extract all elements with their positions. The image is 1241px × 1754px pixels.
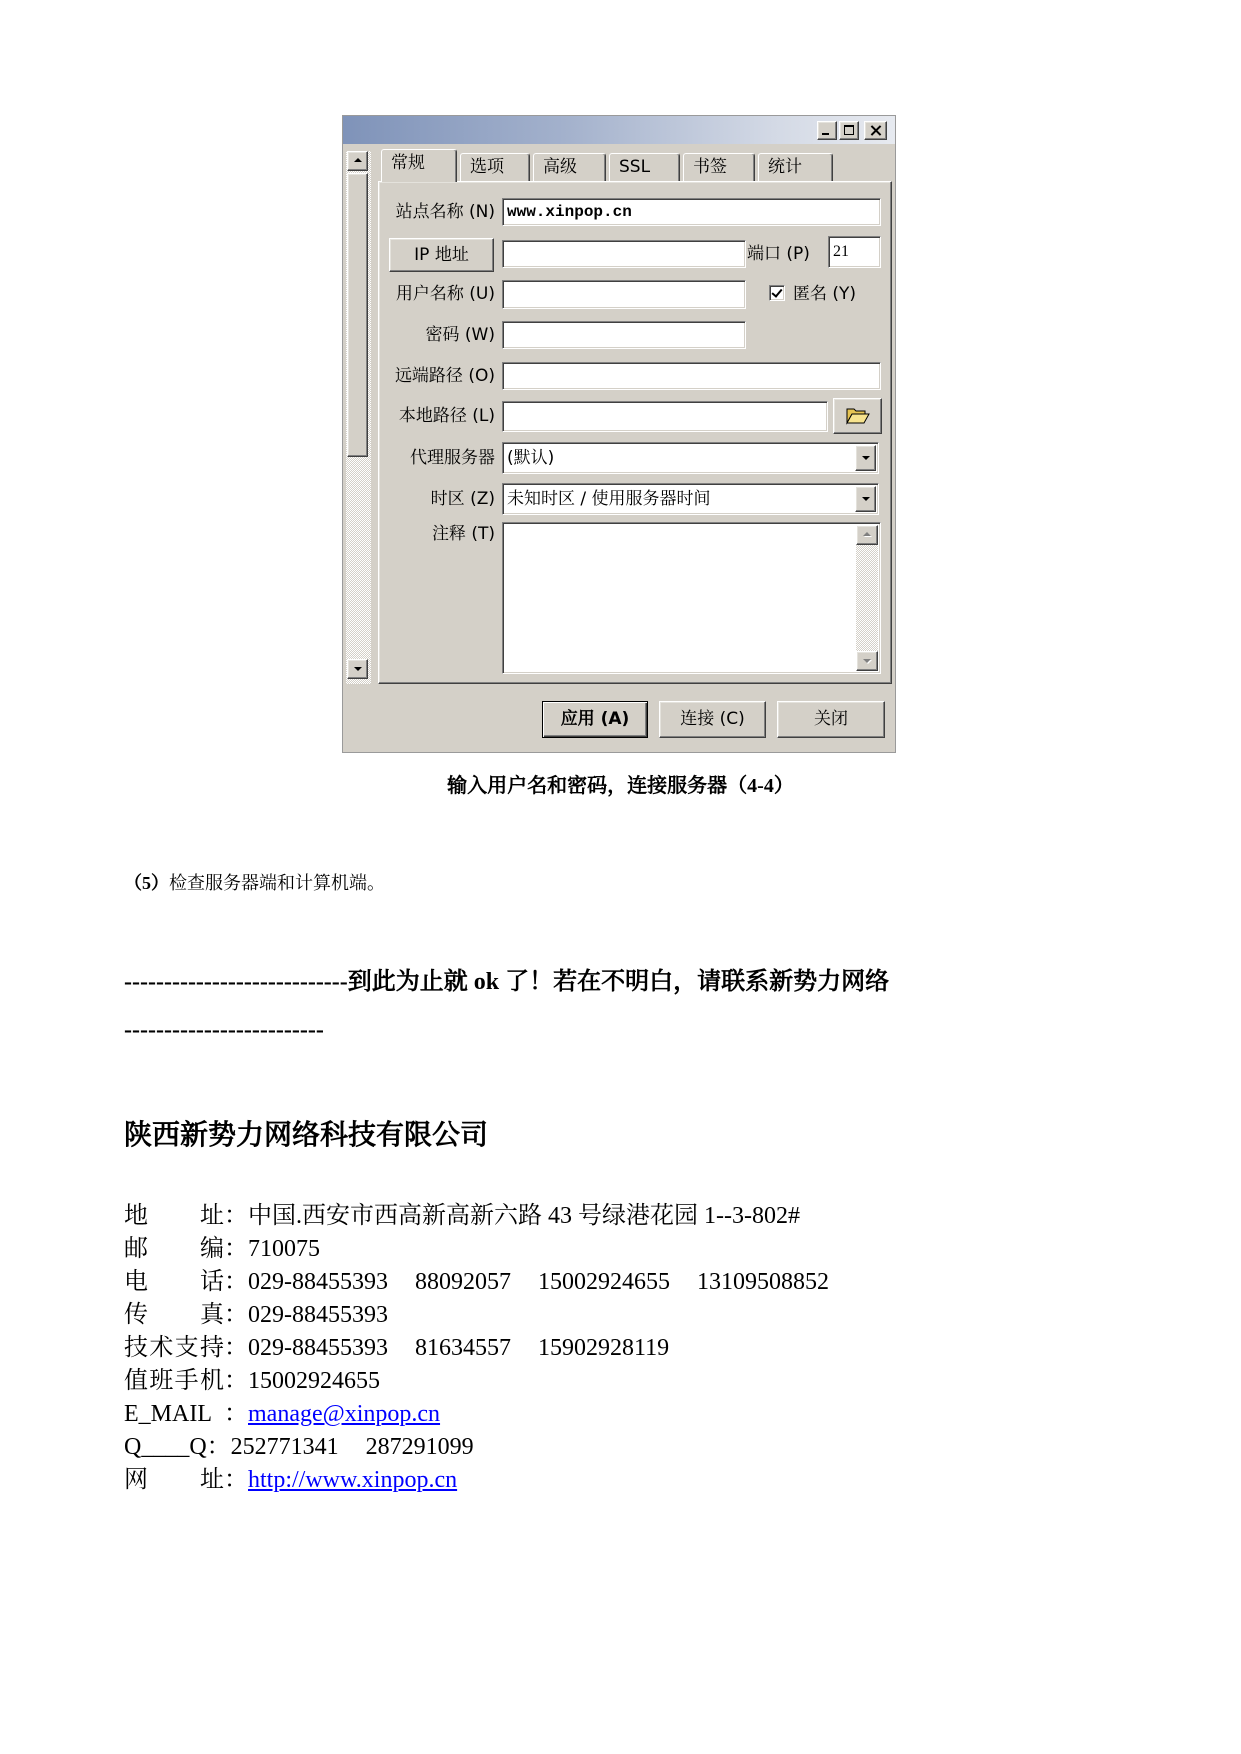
fax-label: 传真 [124, 1302, 224, 1328]
fax-value: 029-88455393 [248, 1302, 388, 1328]
arrow-up-icon [863, 532, 871, 536]
username-label: 用户名称 (U) [395, 284, 495, 304]
ip-address-input[interactable] [502, 240, 746, 268]
closing-line-1: ----------------------------到此为止就 ok 了！若在不明白，请联系新势力网络 [124, 969, 890, 995]
timezone-label: 时区 (Z) [430, 489, 495, 509]
port-input[interactable] [828, 236, 881, 268]
close-window-button[interactable] [864, 121, 887, 140]
remote-path-label: 远端路径 (O) [394, 366, 495, 386]
label-colon: ： [224, 1236, 248, 1262]
comment-label: 注释 (T) [431, 524, 495, 544]
ip-address-button[interactable]: IP 地址 [389, 238, 494, 272]
chevron-down-icon [862, 456, 870, 460]
label-colon: ： [206, 1434, 231, 1460]
qq-label: Q____Q [124, 1434, 207, 1460]
postcode-value: 710075 [248, 1236, 320, 1262]
comment-scroll-up-button[interactable] [856, 525, 878, 545]
website-row [124, 1464, 856, 1497]
phone-row [124, 1266, 856, 1299]
scroll-thumb[interactable] [347, 173, 368, 457]
password-label: 密码 (W) [425, 325, 495, 345]
phone-label: 电话 [124, 1269, 224, 1295]
comment-textarea[interactable] [502, 522, 881, 674]
site-list-scrollbar[interactable] [346, 151, 371, 684]
address-value: 中国.西安市西高新高新六路 43 号绿港花园 1--3-802# [248, 1203, 800, 1229]
timezone-select[interactable] [502, 483, 879, 515]
tab-advanced[interactable]: 高级 [533, 153, 606, 181]
comment-scrollbar[interactable] [856, 525, 878, 671]
site-properties-dialog [342, 115, 896, 753]
proxy-select-value: (默认) [507, 448, 555, 468]
figure-caption: 输入用户名和密码，连接服务器（4-4） [447, 775, 794, 797]
timezone-dropdown-button[interactable] [855, 486, 876, 512]
closing-line-2: ------------------------- [124, 1017, 324, 1043]
browse-folder-button[interactable] [833, 398, 882, 434]
scroll-up-button[interactable] [347, 151, 368, 171]
label-colon: ： [224, 1467, 248, 1493]
maximize-icon [844, 125, 854, 135]
label-colon: ： [224, 1203, 248, 1229]
proxy-dropdown-button[interactable] [855, 445, 876, 471]
website-link[interactable]: http://www.xinpop.cn [248, 1467, 458, 1493]
email-link[interactable]: manage@xinpop.cn [248, 1401, 441, 1427]
chevron-down-icon [862, 497, 870, 501]
label-colon: ： [224, 1335, 248, 1361]
comment-scroll-down-button[interactable] [856, 651, 878, 671]
tab-statistics[interactable]: 统计 [758, 153, 833, 181]
duty-phone-label: 值班手机 [124, 1368, 224, 1394]
email-row [124, 1398, 856, 1431]
support-label: 技术支持 [124, 1335, 224, 1361]
website-label: 网址 [124, 1467, 224, 1493]
support-value: 029-88455393 [248, 1335, 388, 1361]
username-input[interactable] [502, 280, 746, 309]
arrow-down-icon [354, 667, 362, 671]
minimize-button[interactable] [817, 121, 837, 140]
connect-button[interactable]: 连接 (C) [659, 701, 766, 738]
timezone-select-value: 未知时区 / 使用服务器时间 [507, 489, 711, 509]
phone-value: 88092057 [415, 1269, 511, 1295]
anonymous-label[interactable]: 匿名 (Y) [793, 284, 857, 304]
step-number: （5） [124, 873, 169, 893]
label-colon: ： [224, 1269, 248, 1295]
tab-general[interactable]: 常规 [381, 149, 457, 182]
tab-ssl[interactable]: SSL [609, 153, 680, 181]
local-path-input[interactable] [502, 401, 828, 432]
site-name-input[interactable] [502, 198, 881, 226]
step-paragraph [124, 871, 385, 895]
port-label: 端口 (P) [747, 244, 810, 264]
duty-phone-row [124, 1365, 856, 1398]
support-value: 15902928119 [538, 1335, 670, 1361]
arrow-down-icon [863, 659, 871, 663]
qq-row [124, 1431, 856, 1464]
address-label: 地址 [124, 1203, 224, 1229]
contact-info [124, 1200, 856, 1497]
postcode-row [124, 1233, 856, 1266]
step-text: 检查服务器端和计算机端。 [169, 873, 385, 893]
support-value: 81634557 [415, 1335, 511, 1361]
apply-button[interactable]: 应用 (A) [542, 701, 648, 738]
address-row [124, 1200, 856, 1233]
password-input[interactable] [502, 321, 746, 349]
local-path-label: 本地路径 (L) [398, 406, 495, 426]
folder-open-icon [846, 406, 870, 426]
postcode-label: 邮编 [124, 1236, 224, 1262]
tab-bookmarks[interactable]: 书签 [683, 153, 755, 181]
minimize-icon [822, 133, 829, 135]
close-icon [870, 125, 881, 136]
title-bar[interactable] [343, 116, 895, 144]
phone-value: 029-88455393 [248, 1269, 388, 1295]
scroll-down-button[interactable] [347, 659, 368, 679]
support-row [124, 1332, 856, 1365]
email-label: E_MAIL [124, 1401, 212, 1427]
maximize-button[interactable] [839, 121, 859, 140]
label-colon: ： [224, 1368, 248, 1394]
qq-value: 287291099 [365, 1434, 474, 1460]
tab-options[interactable]: 选项 [460, 153, 530, 181]
phone-value: 13109508852 [697, 1269, 829, 1295]
arrow-up-icon [354, 158, 362, 162]
fax-row [124, 1299, 856, 1332]
site-name-label: 站点名称 (N) [395, 202, 495, 222]
label-colon: ： [224, 1302, 248, 1328]
anonymous-checkbox[interactable] [769, 285, 785, 301]
duty-phone-value: 15002924655 [248, 1368, 380, 1394]
qq-value: 252771341 [230, 1434, 339, 1460]
company-name: 陕西新势力网络科技有限公司 [124, 1120, 489, 1151]
close-button[interactable]: 关闭 [777, 701, 885, 738]
phone-value: 15002924655 [538, 1269, 670, 1295]
proxy-select[interactable] [502, 442, 879, 474]
remote-path-input[interactable] [502, 362, 881, 390]
label-colon: ： [224, 1401, 248, 1427]
proxy-label: 代理服务器 [410, 448, 495, 468]
